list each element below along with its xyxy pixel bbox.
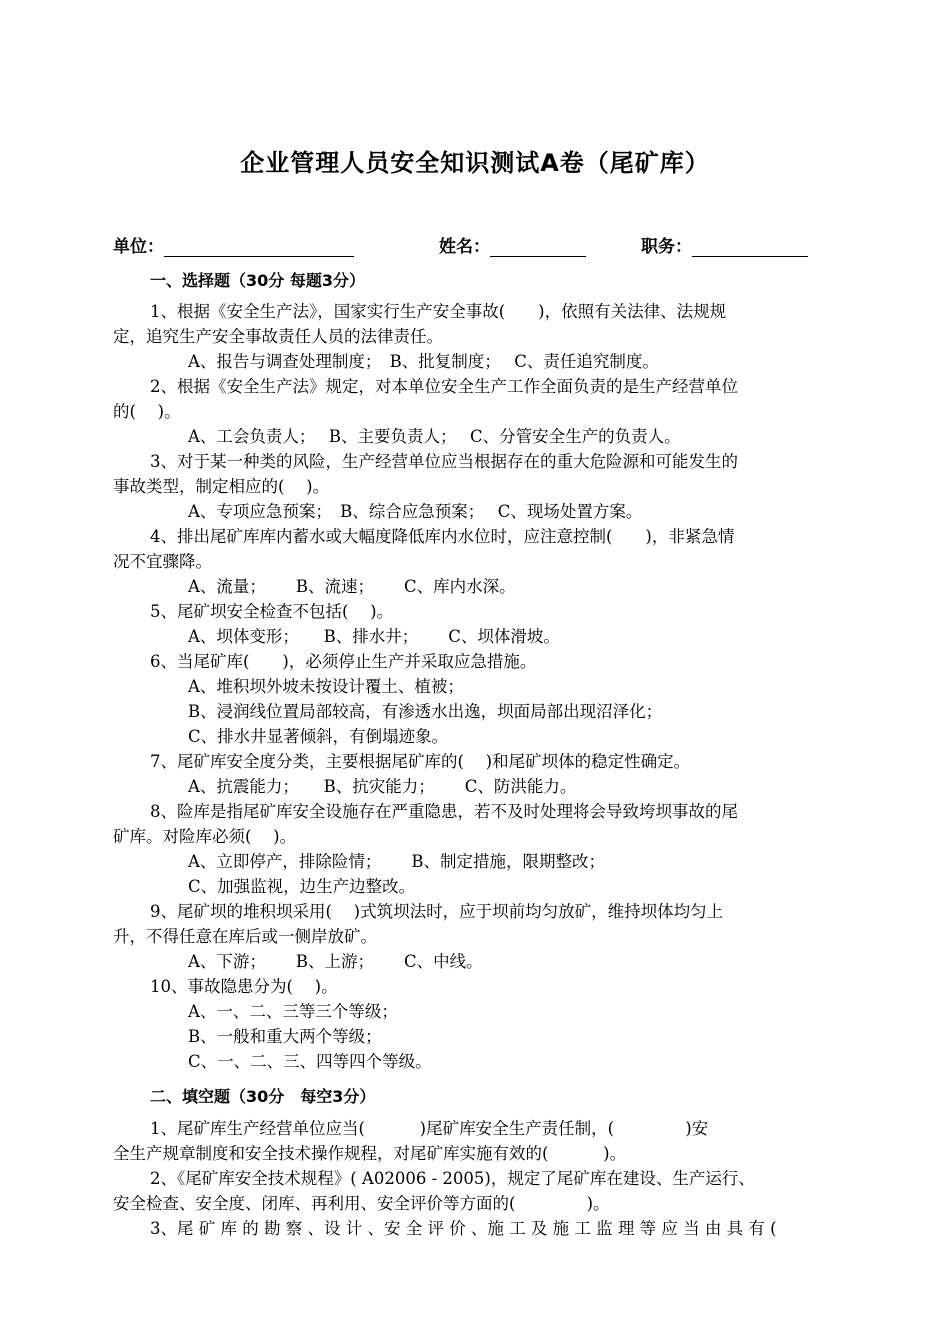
text-line: 的( )。 <box>113 402 181 421</box>
position-blank-line[interactable] <box>692 238 808 257</box>
position-label: 职务： <box>641 237 692 257</box>
option-line: A、坝体变形； B、排水井； C、坝体滑坡。 <box>188 627 560 646</box>
text-line: 升，不得任意在库后或一侧岸放矿。 <box>113 927 377 946</box>
text-line: 9、尾矿坝的堆积坝采用( )式筑坝法时，应于坝前均匀放矿，维持坝体均匀上 <box>150 902 724 921</box>
name-blank-line[interactable] <box>490 238 586 257</box>
text-line: 6、当尾矿库( )，必须停止生产并采取应急措施。 <box>150 652 537 671</box>
option-line: C、加强监视，边生产边整改。 <box>188 877 416 896</box>
document-title: 企业管理人员安全知识测试A卷（尾矿库） <box>240 149 710 177</box>
option-line: A、一、二、三等三个等级； <box>188 1002 398 1021</box>
option-line: B、浸润线位置局部较高，有渗透水出逸，坝面局部出现沼泽化； <box>188 702 663 721</box>
unit-label: 单位： <box>113 237 164 257</box>
text-line: 定，追究生产安全事故责任人员的法律责任。 <box>113 327 443 346</box>
text-line: 4、排出尾矿库库内蓄水或大幅度降低库内水位时，应注意控制( )，非紧急情 <box>150 527 735 546</box>
section-heading-fill-blank: 二、填空题（30分 每空3分） <box>150 1087 376 1106</box>
option-line: C、一、二、三、四等四个等级。 <box>188 1052 432 1071</box>
text-line: 3、对于某一种类的风险，生产经营单位应当根据存在的重大危险源和可能发生的 <box>150 452 738 471</box>
text-line: 1、尾矿库生产经营单位应当( )尾矿库安全生产责任制，( )安 <box>150 1119 709 1138</box>
name-label: 姓名： <box>439 237 490 257</box>
unit-field[interactable] <box>113 232 354 257</box>
text-line: 安全检查、安全度、闭库、再利用、安全评价等方面的( )。 <box>113 1194 610 1213</box>
option-line: A、流量； B、流速； C、库内水深。 <box>188 577 516 596</box>
option-line: A、工会负责人； B、主要负责人； C、分管安全生产的负责人。 <box>188 427 681 446</box>
option-line: A、立即停产，排除险情； B、制定措施，限期整改； <box>188 852 606 871</box>
text-line: 2、《尾矿库安全技术规程》( A02006 - 2005)，规定了尾矿库在建设、生产运行、 <box>150 1169 755 1188</box>
position-field[interactable] <box>641 232 808 257</box>
option-line: A、专项应急预案； B、综合应急预案； C、现场处置方案。 <box>188 502 643 521</box>
text-line: 事故类型，制定相应的( )。 <box>113 477 330 496</box>
text-line: 8、险库是指尾矿库安全设施存在严重隐患，若不及时处理将会导致垮坝事故的尾 <box>150 802 738 821</box>
text-line: 2、根据《安全生产法》规定，对本单位安全生产工作全面负责的是生产经营单位 <box>150 377 738 396</box>
option-line: C、排水井显著倾斜，有倒塌迹象。 <box>188 727 449 746</box>
text-line: 况不宜骤降。 <box>113 552 212 571</box>
option-line: A、堆积坝外坡未按设计覆土、植被； <box>188 677 464 696</box>
text-line: 5、尾矿坝安全检查不包括( )。 <box>150 602 394 621</box>
option-line: A、报告与调查处理制度； B、批复制度； C、责任追究制度。 <box>188 352 659 371</box>
text-line: 10、事故隐患分为( )。 <box>150 977 338 996</box>
unit-blank-line[interactable] <box>164 238 354 257</box>
name-field[interactable] <box>439 232 586 257</box>
personal-info-row <box>113 232 853 258</box>
text-line: 1、根据《安全生产法》，国家实行生产安全事故( )，依照有关法律、法规规 <box>150 302 727 321</box>
text-line: 全生产规章制度和安全技术操作规程，对尾矿库实施有效的( )。 <box>113 1144 627 1163</box>
text-line: 7、尾矿库安全度分类，主要根据尾矿库的( )和尾矿坝体的稳定性确定。 <box>150 752 691 771</box>
section-heading-choice: 一、选择题（30分 每题3分） <box>150 271 365 290</box>
text-line: 3、尾 矿 库 的 勘 察 、设 计 、安 全 评 价 、施 工 及 施 工 监 理 等 应 当 由 具 有 ( <box>150 1219 777 1238</box>
text-line: 矿库。对险库必须( )。 <box>113 827 297 846</box>
option-line: A、抗震能力； B、抗灾能力； C、防洪能力。 <box>188 777 577 796</box>
option-line: A、下游； B、上游； C、中线。 <box>188 952 483 971</box>
option-line: B、一般和重大两个等级； <box>188 1027 382 1046</box>
